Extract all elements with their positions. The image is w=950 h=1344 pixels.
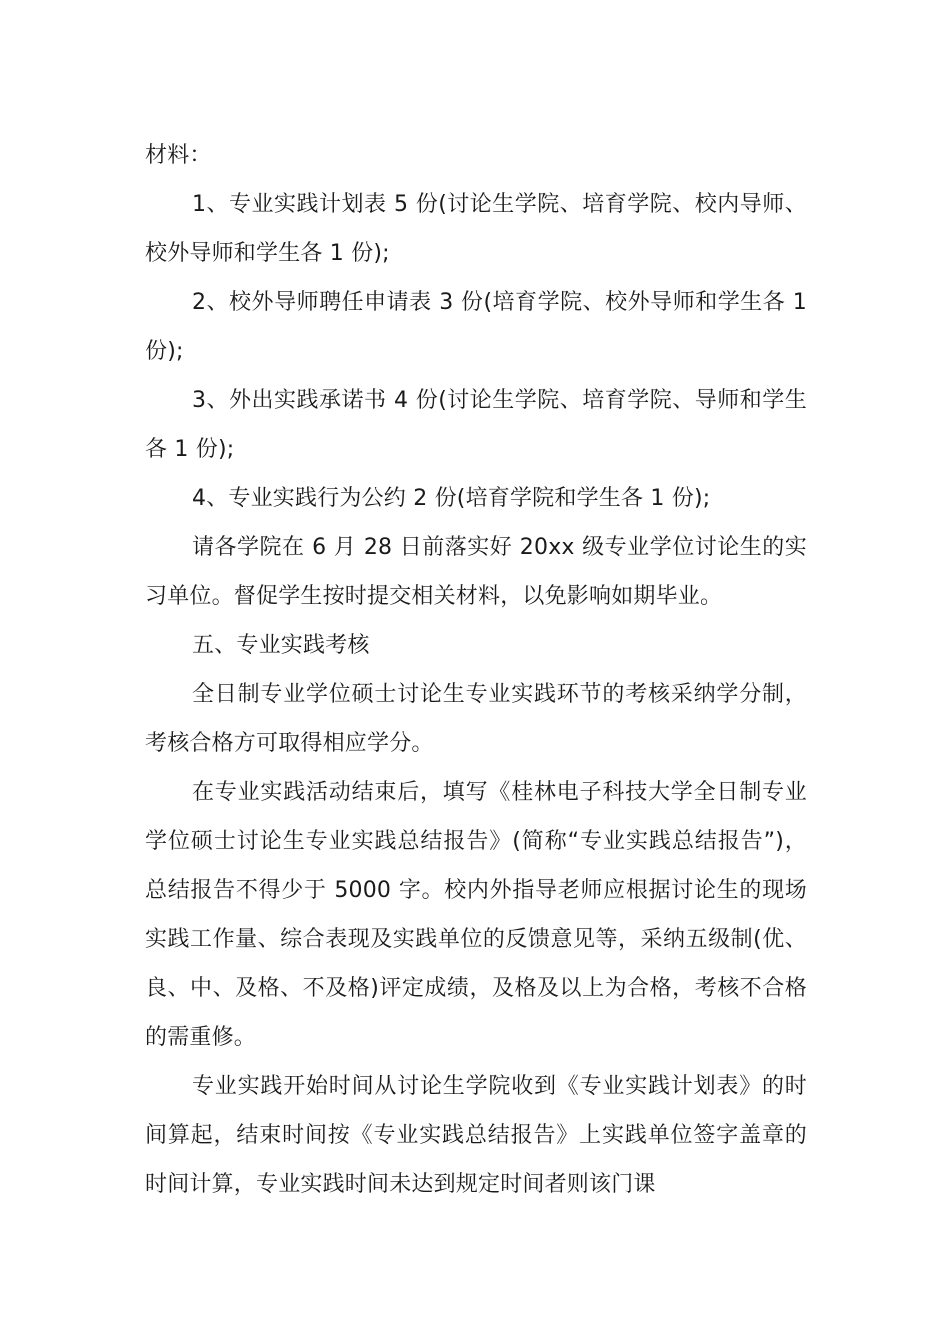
- paragraph-summary-report: 在专业实践活动结束后，填写《桂林电子科技大学全日制专业学位硕士讨论生专业实践总结报告》(简称“专业实践总结报告”)，总结报告不得少于 5000 字。校内外指导老师应根据讨论生的现场实践工作量、综合表现及实践单位的反馈意见等，采纳五级制(优、良、中、及格、不及格)评定成绩，及格及以上为合格，考核不合格的需重修。: [145, 780, 807, 1050]
- section-heading-assessment: 五、专业实践考核: [192, 633, 370, 658]
- paragraph-practice-duration: 专业实践开始时间从讨论生学院收到《专业实践计划表》的时间算起，结束时间按《专业实践总结报告》上实践单位签字盖章的时间计算，专业实践时间未达到规定时间者则该门课: [145, 1074, 807, 1197]
- paragraph-internship-notice: 请各学院在 6 月 28 日前落实好 20xx 级专业学位讨论生的实习单位。督促学生按时提交相关材料，以免影响如期毕业。: [145, 535, 807, 609]
- list-item-practice-plan: 1、专业实践计划表 5 份(讨论生学院、培育学院、校内导师、校外导师和学生各 1 份);: [145, 192, 807, 266]
- list-item-mentor-application: 2、校外导师聘任申请表 3 份(培育学院、校外导师和学生各 1 份);: [145, 290, 807, 364]
- paragraph-credit-system: 全日制专业学位硕士讨论生专业实践环节的考核采纳学分制，考核合格方可取得相应学分。: [145, 682, 807, 756]
- materials-heading: 材料：: [145, 143, 212, 168]
- document-body: [145, 131, 807, 1209]
- list-item-conduct-pact: 4、专业实践行为公约 2 份(培育学院和学生各 1 份);: [192, 486, 711, 511]
- list-item-commitment-letter: 3、外出实践承诺书 4 份(讨论生学院、培育学院、导师和学生各 1 份);: [145, 388, 807, 462]
